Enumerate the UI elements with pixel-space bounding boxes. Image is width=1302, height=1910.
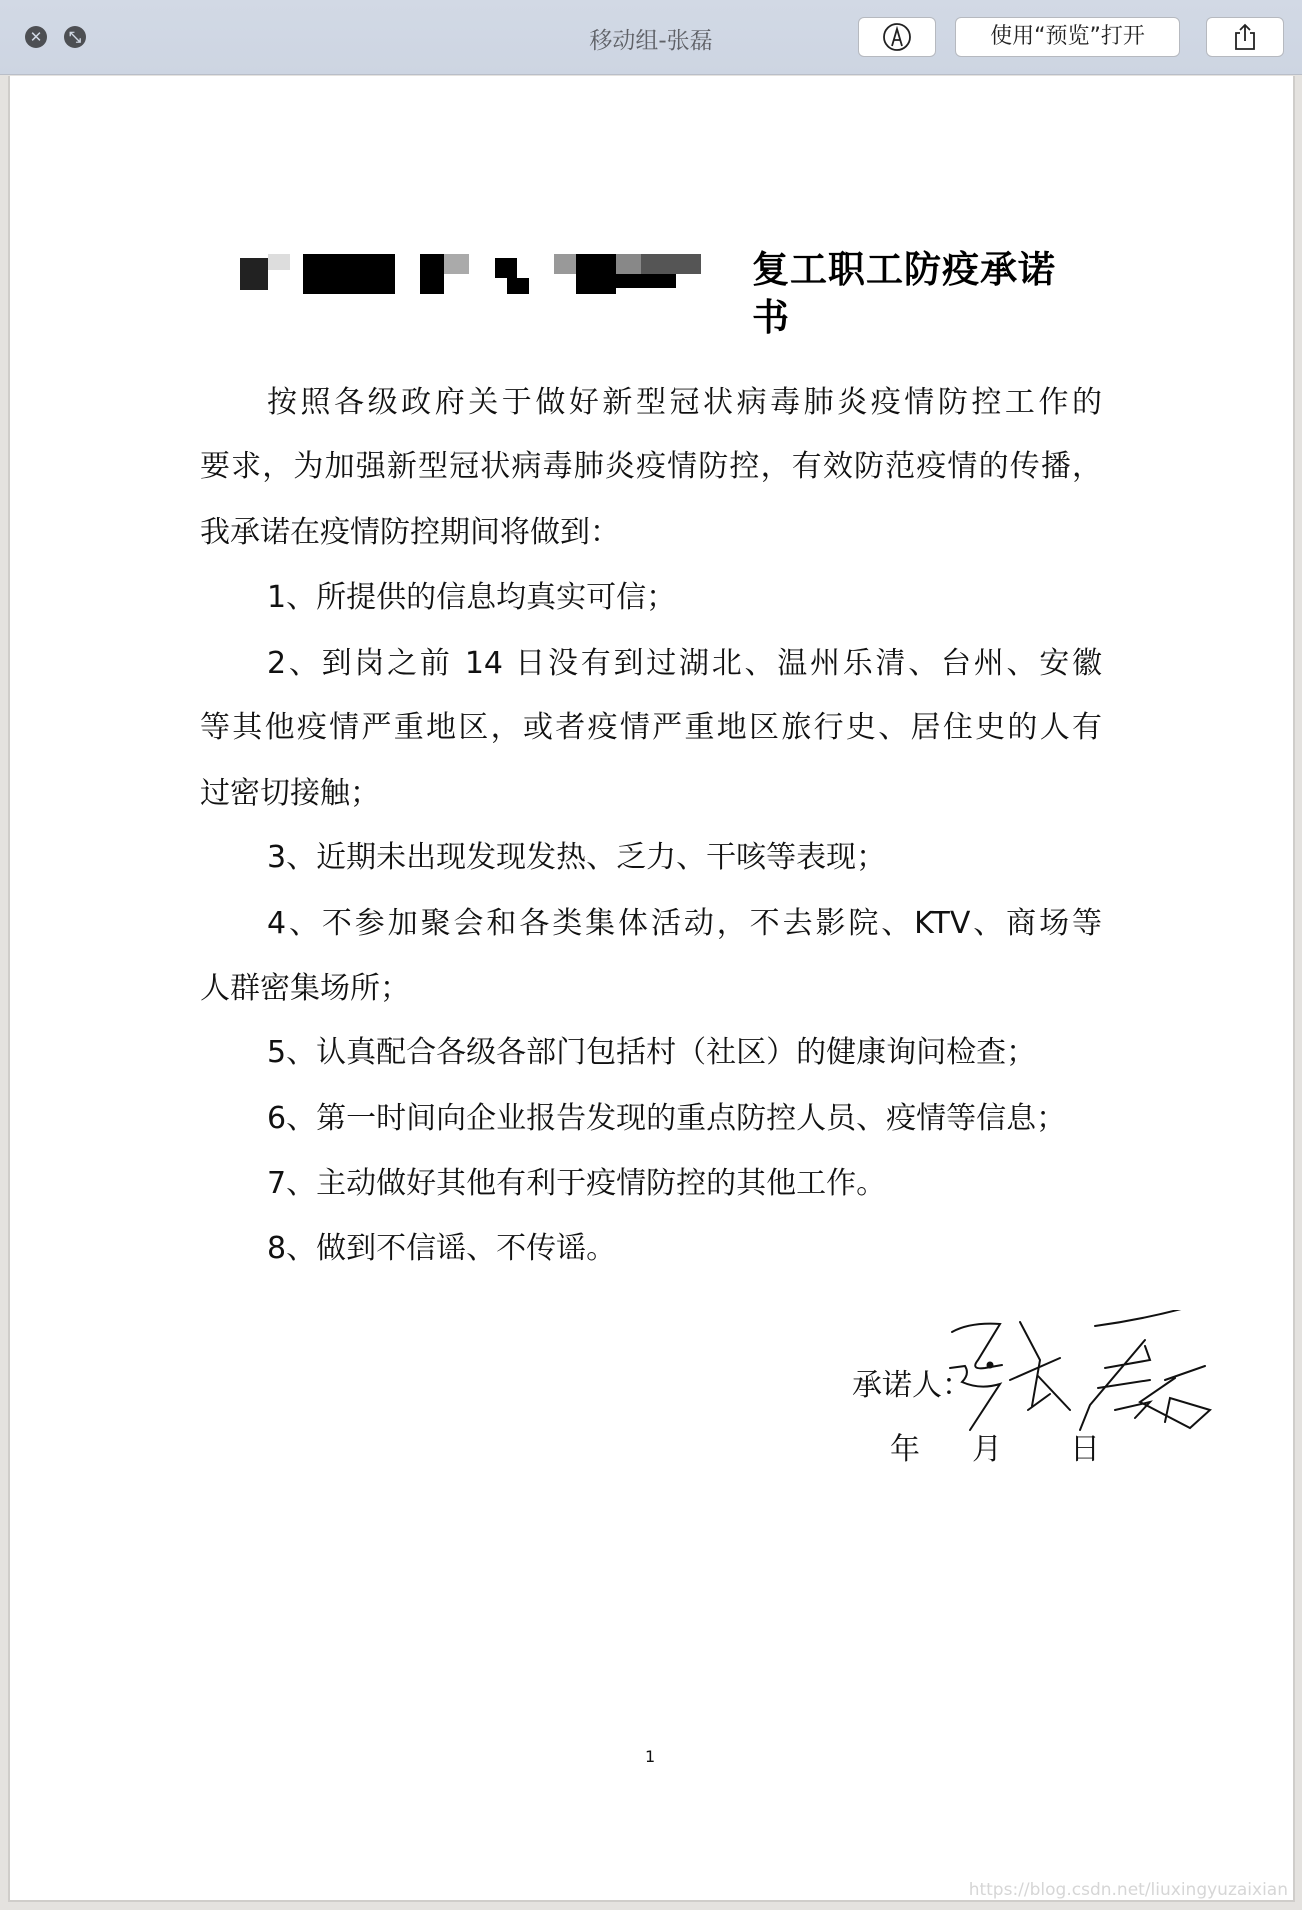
handwritten-signature	[940, 1310, 1240, 1460]
body-line: 过密切接触；	[200, 776, 380, 811]
redaction-block	[355, 254, 395, 274]
markup-icon	[882, 22, 912, 52]
body-line: 1、所提供的信息均真实可信；	[267, 580, 677, 615]
redaction-block	[495, 258, 517, 278]
body-line: 4、不参加聚会和各类集体活动，不去影院、KTV、商场等	[267, 906, 1102, 941]
body-line: 2、到岗之前 14 日没有到过湖北、温州乐清、台州、安徽	[267, 646, 1102, 681]
toolbar	[0, 0, 1302, 75]
date-year: 年	[890, 1432, 920, 1467]
redaction-block	[554, 254, 576, 274]
redaction-block	[641, 254, 701, 274]
close-icon[interactable]: ✕	[25, 26, 47, 48]
body-line: 8、做到不信谣、不传谣。	[267, 1231, 617, 1266]
share-icon	[1232, 22, 1258, 52]
body-line: 等其他疫情严重地区，或者疫情严重地区旅行史、居住史的人有	[200, 710, 1102, 745]
open-with-preview-button[interactable]: 使用“预览”打开	[955, 17, 1180, 57]
watermark: https://blog.csdn.net/liuxingyuzaixian	[968, 1880, 1288, 1900]
page-number: 1	[645, 1747, 656, 1766]
redaction-block	[576, 254, 616, 294]
body-line: 3、近期未出现发现发热、乏力、干咳等表现；	[267, 840, 887, 875]
redaction-block	[303, 254, 355, 294]
body-line: 7、主动做好其他有利于疫情防控的其他工作。	[267, 1166, 887, 1201]
body-line: 5、认真配合各级各部门包括村（社区）的健康询问检查；	[267, 1035, 1037, 1070]
body-line: 我承诺在疫情防控期间将做到：	[200, 515, 620, 550]
date-month: 月	[972, 1432, 1002, 1467]
markup-button[interactable]	[858, 17, 936, 57]
redaction-block	[616, 254, 641, 274]
redaction-block	[616, 274, 676, 288]
fullscreen-icon[interactable]: ⤡	[64, 26, 86, 48]
document-title	[240, 246, 1080, 339]
redaction-block	[350, 274, 395, 294]
share-button[interactable]	[1206, 17, 1284, 57]
redaction-block	[240, 258, 268, 290]
body-line: 6、第一时间向企业报告发现的重点防控人员、疫情等信息；	[267, 1101, 1067, 1136]
redaction-block	[507, 278, 529, 294]
window-title: 移动组-张磊	[589, 28, 713, 54]
body-line: 人群密集场所；	[200, 971, 410, 1006]
redaction-block	[268, 254, 290, 270]
redaction-block	[420, 254, 444, 294]
date-day: 日	[1070, 1432, 1100, 1467]
signer-label: 承诺人：	[852, 1368, 972, 1403]
title-text: 复工职工防疫承诺书	[752, 248, 1056, 339]
body-line: 按照各级政府关于做好新型冠状病毒肺炎疫情防控工作的	[267, 385, 1102, 420]
redaction-block	[444, 254, 469, 274]
body-line: 要求，为加强新型冠状病毒肺炎疫情防控，有效防范疫情的传播，	[200, 449, 1102, 484]
